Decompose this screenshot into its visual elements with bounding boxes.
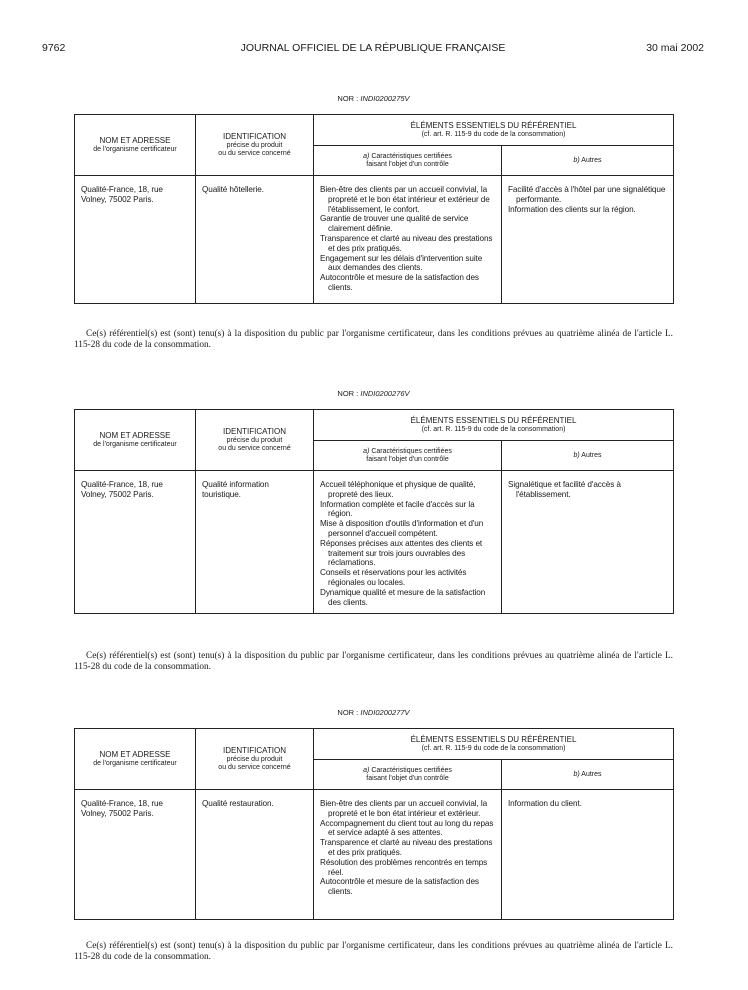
nor-reference [74,708,673,717]
criterion-item: Garantie de trouver une qualité de service clairement définie. [320,214,469,234]
org-cell [75,176,196,304]
header-certified-characteristics: a) Caractéristiques certifiées faisant l'objet d'un contrôle [314,760,502,790]
criterion-item: Résolution des problèmes rencontrés en temps réel. [320,857,488,877]
criterion-item: Accompagnement du client tout au long du repas et service adapté à ses attentes. [320,818,494,838]
nor-code: INDI0200276V [360,389,410,398]
other-item: Facilité d'accès à l'hôtel par une signalétique performante. [508,185,666,204]
org-name-address: Qualité-France, 18, rue Volney, 75002 Paris. [81,799,163,818]
header-certified-characteristics: a) Caractéristiques certifiées faisant l'objet d'un contrôle [314,441,502,471]
page-header [42,42,704,58]
criterion-item: Transparence et clarté au niveau des prestations et des prix pratiqués. [320,838,493,857]
header-elements: ÉLÉMENTS ESSENTIELS DU RÉFÉRENTIEL (cf. art. R. 115-9 du code de la consommation) [314,729,674,760]
header-others: b) Autres [502,760,674,790]
header-org: NOM ET ADRESSE de l'organisme certificateur [75,729,196,790]
identification-cell: Qualité hôtellerie. [196,176,314,304]
org-name-address: Qualité-France, 18, rue Volney, 75002 Paris. [81,185,163,204]
criterion-item: Réponses précises aux attentes des clients et traitement sur trois jours ouvrables des réclamations. [320,538,483,568]
header-others: b) Autres [502,146,674,176]
referential-section [74,389,673,614]
criterion-item: Autocontrôle et mesure de la satisfaction des clients. [320,877,479,897]
nor-code: INDI0200277V [360,708,410,717]
header-identification: IDENTIFICATION précise du produit ou du service concerné [196,410,314,471]
criterion-item: Transparence et clarté au niveau des prestations et des prix pratiqués. [320,233,493,253]
journal-title: JOURNAL OFFICIEL DE LA RÉPUBLIQUE FRANÇAISE [240,42,506,54]
table-row [75,790,674,920]
criterion-item: Accueil téléphonique et physique de qualité, propreté des lieux. [320,480,476,499]
header-certified-characteristics: a) Caractéristiques certifiées faisant l'objet d'un contrôle [314,146,502,176]
criterion-item: Bien-être des clients par un accueil convivial, la propreté et le bon état intérieur et extérieur. [320,799,488,818]
identification-cell: Qualité information touristique. [196,471,314,614]
criterion-item: Mise à disposition d'outils d'information et d'un personnel d'accueil compétent. [320,519,484,538]
criteria-cell [314,790,502,920]
referential-table [74,728,674,920]
referential-section [74,94,673,304]
nor-reference [74,389,673,398]
table-row [75,471,674,614]
availability-note: Ce(s) référentiel(s) est (sont) tenu(s) à la disposition du public par l'organisme certificateur, dans les conditions prévues au quatrième alinéa de l'article L. 115-28 du code de la consommation. [74,941,673,962]
referential-table [74,114,674,304]
other-item: Signalétique et facilité d'accès à l'établissement. [508,480,621,499]
criteria-cell [314,176,502,304]
referential-table [74,409,674,614]
nor-reference [74,94,673,103]
publication-date: 30 mai 2002 [646,42,704,54]
others-cell [502,471,674,614]
identification-cell: Qualité restauration. [196,790,314,920]
org-name-address: Qualité-France, 18, rue Volney, 75002 Paris. [81,480,163,499]
others-cell [502,176,674,304]
header-elements: ÉLÉMENTS ESSENTIELS DU RÉFÉRENTIEL (cf. art. R. 115-9 du code de la consommation) [314,115,674,146]
others-cell [502,790,674,920]
criterion-item: Conseils et réservations pour les activités régionales ou locales. [320,568,467,587]
criterion-item: Information complète et facile d'accès sur la région. [320,499,475,519]
criterion-item: Dynamique qualité et mesure de la satisfaction des clients. [320,587,486,607]
org-cell [75,790,196,920]
header-org: NOM ET ADRESSE de l'organisme certificateur [75,410,196,471]
table-row [75,176,674,304]
criterion-item: Bien-être des clients par un accueil convivial, la propreté et le bon état intérieur et extérieur de l'établissement, le confort. [320,185,490,214]
nor-label: NOR : [337,389,359,398]
header-org: NOM ET ADRESSE de l'organisme certificateur [75,115,196,176]
referential-section [74,708,673,920]
availability-note: Ce(s) référentiel(s) est (sont) tenu(s) à la disposition du public par l'organisme certificateur, dans les conditions prévues au quatrième alinéa de l'article L. 115-28 du code de la consommation. [74,329,673,350]
nor-code: INDI0200275V [360,94,410,103]
criterion-item: Autocontrôle et mesure de la satisfaction des clients. [320,273,479,292]
criteria-cell [314,471,502,614]
criterion-item: Engagement sur les délais d'intervention suite aux demandes des clients. [320,253,483,273]
other-item: Information du client. [508,799,582,808]
other-item: Information des clients sur la région. [508,204,636,214]
header-elements: ÉLÉMENTS ESSENTIELS DU RÉFÉRENTIEL (cf. art. R. 115-9 du code de la consommation) [314,410,674,441]
org-cell [75,471,196,614]
header-identification: IDENTIFICATION précise du produit ou du service concerné [196,729,314,790]
availability-note: Ce(s) référentiel(s) est (sont) tenu(s) à la disposition du public par l'organisme certificateur, dans les conditions prévues au quatrième alinéa de l'article L. 115-28 du code de la consommation. [74,651,673,672]
page-number: 9762 [42,42,66,54]
header-identification: IDENTIFICATION précise du produit ou du service concerné [196,115,314,176]
header-others: b) Autres [502,441,674,471]
nor-label: NOR : [337,708,359,717]
nor-label: NOR : [337,94,359,103]
